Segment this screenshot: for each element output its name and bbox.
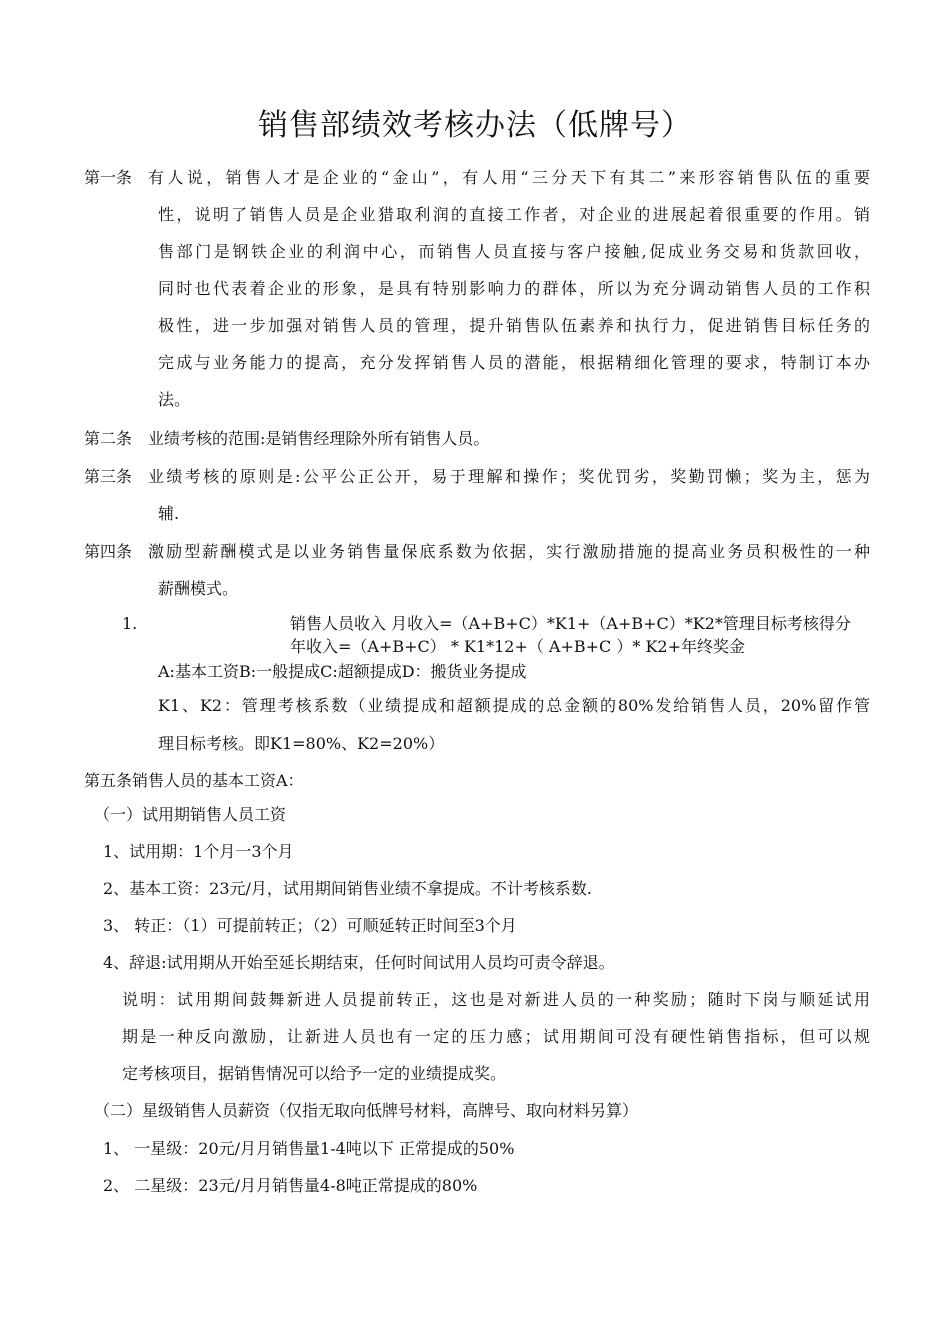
trial-item: 3、 转正：（1）可提前转正；（2）可顺延转正时间至3个月 [103, 916, 517, 935]
article-2-label: 第二条 [84, 429, 133, 448]
article-5-heading: 第五条销售人员的基本工资A： [84, 771, 304, 790]
star-item: 1、 一星级：20元/月月销售量1-4吨以下 正常提成的50% [103, 1139, 515, 1158]
article-1-line: 法。 [158, 390, 191, 409]
coefficient-line: K1、K2：管理考核系数（业绩提成和超额提成的总金额的80%发给销售人员，20%留作管 [158, 696, 870, 715]
section-star-heading: （二）星级销售人员薪资（仅指无取向低牌号材料，高牌号、取向材料另算） [94, 1101, 639, 1120]
note-line: 说明：试用期间鼓舞新进人员提前转正，这也是对新进人员的一种奖励；随时下岗与顺延试用 [122, 990, 870, 1009]
trial-item: 4、辞退:试用期从开始至延长期结束，任何时间试用人员均可责令辞退。 [103, 953, 615, 972]
article-1-label: 第一条 [84, 168, 133, 187]
note-line: 期是一种反向激励，让新进人员也有一定的压力感；试用期间可没有硬性销售指标，但可以规 [122, 1027, 870, 1046]
article-1-line: 极性，进一步加强对销售人员的管理，提升销售队伍素养和执行力，促进销售目标任务的 [158, 316, 870, 335]
article-1-line: 售部门是钢铁企业的利润中心，而销售人员直接与客户接触,促成业务交易和货款回收， [158, 242, 870, 261]
income-formula-monthly: 销售人员收入 月收入=（A+B+C）*K1+（A+B+C）*K2*管理目标考核得分 [290, 614, 851, 633]
article-3-line: 业绩考核的原则是:公平公正公开，易于理解和操作；奖优罚劣，奖勤罚懒；奖为主，惩为 [148, 467, 870, 486]
section-trial-heading: （一）试用期销售人员工资 [94, 805, 287, 824]
article-1-line: 完成与业务能力的提高，充分发挥销售人员的潜能，根据精细化管理的要求，特制订本办 [158, 353, 870, 372]
article-4-line: 激励型薪酬模式是以业务销售量保底系数为依据，实行激励措施的提高业务员积极性的一种 [148, 542, 870, 561]
article-2-text: 业绩考核的范围:是销售经理除外所有销售人员。 [148, 429, 490, 448]
item-number: 1. [122, 614, 138, 633]
trial-item: 1、试用期：1个月一3个月 [103, 842, 294, 861]
article-4-line: 薪酬模式。 [158, 579, 239, 598]
star-item: 2、 二星级：23元/月月销售量4-8吨正常提成的80% [103, 1176, 478, 1195]
note-line: 定考核项目，据销售情况可以给予一定的业绩提成奖。 [122, 1064, 507, 1083]
income-formula-yearly: 年收入=（A+B+C） * K1*12+（ A+B+C ）* K2+年终奖金 [290, 637, 746, 656]
trial-item: 2、基本工资：23元/月，试用期间销售业绩不拿提成。不计考核系数. [103, 879, 593, 898]
document-title: 销售部绩效考核办法（低牌号） [258, 108, 692, 143]
coefficient-line: 理目标考核。即K1=80%、K2=20%） [158, 734, 445, 753]
salary-components: A:基本工资B:一般提成C:超额提成D：搬货业务提成 [158, 662, 527, 681]
article-3-line: 辅. [158, 504, 180, 523]
article-3-label: 第三条 [84, 467, 133, 486]
article-1-line: 性，说明了销售人员是企业猎取利润的直接工作者，对企业的进展起着很重要的作用。销 [158, 205, 870, 224]
article-4-label: 第四条 [84, 542, 133, 561]
article-1-line: 同时也代表着企业的形象，是具有特别影响力的群体，所以为充分调动销售人员的工作积 [158, 279, 870, 298]
article-1-line: 有人说，销售人才是企业的“金山”，有人用“三分天下有其二”来形容销售队伍的重要 [148, 168, 870, 187]
